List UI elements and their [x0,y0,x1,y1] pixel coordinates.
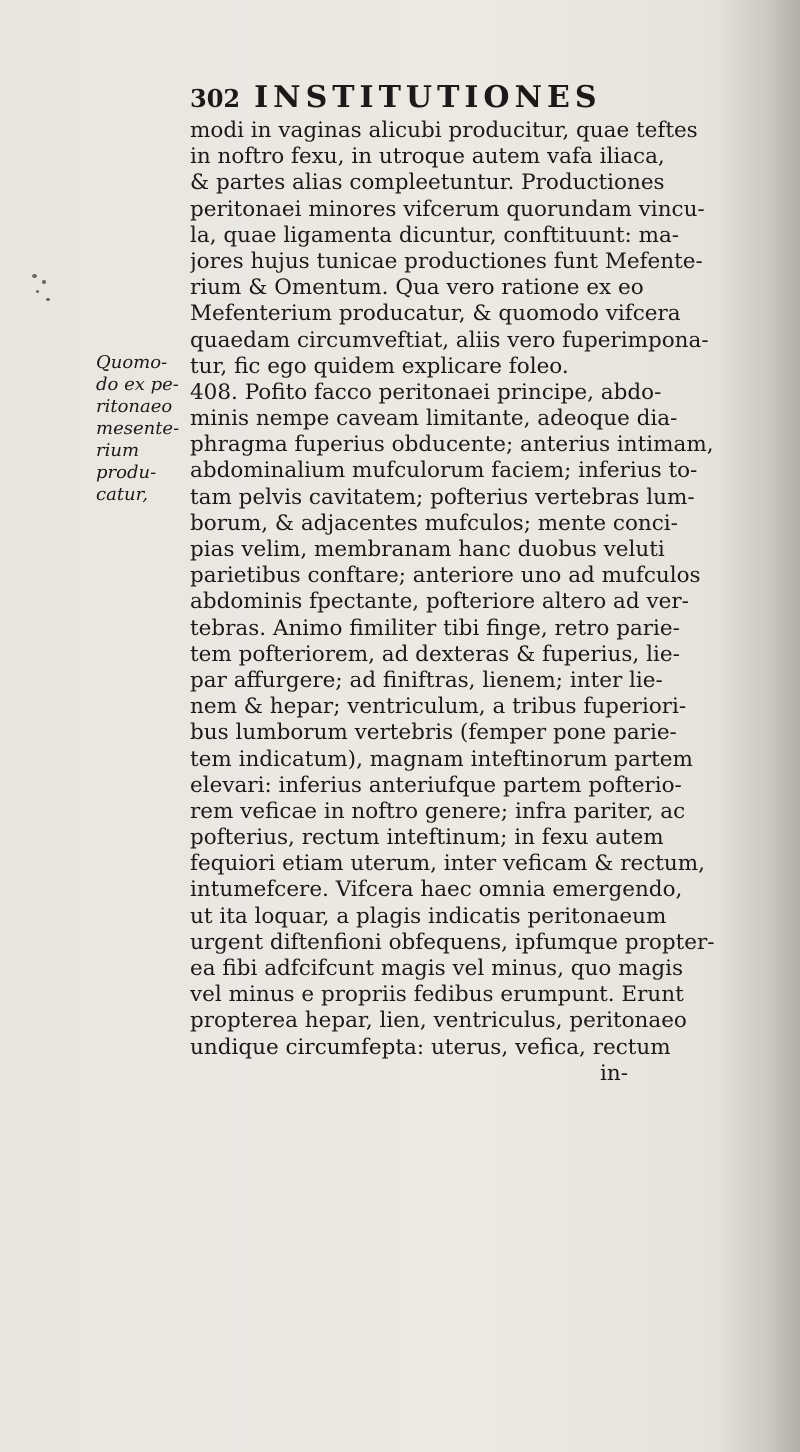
text-line: phragma fuperius obducente; anterius intimam, [190,432,714,458]
text-line: la, quae ligamenta dicuntur, conftituunt: ma- [190,222,680,248]
page-number: 302 [190,84,241,113]
text-line: pias velim, membranam hanc duobus veluti [190,537,665,562]
text-line: quaedam circumveftiat, aliis vero fuperimpona- [190,327,709,353]
text-line: urgent diftenfioni obfequens, ipfumque propter- [190,929,715,955]
text-line: jores hujus tunicae productiones funt Mefente- [190,248,703,274]
text-line: in noftro fexu, in utroque autem vafa iliaca, [190,144,665,170]
text-line: rium & Omentum. Qua vero ratione ex eo [190,275,644,301]
text-line: borum, & adjacentes mufculos; mente conci- [190,510,678,536]
text-line: modi in vaginas alicubi producitur, quae teftes [190,118,698,143]
text-line: abdominalium mufculorum faciem; inferius to- [190,458,698,484]
text-line: tam pelvis cavitatem; pofterius vertebras lum- [190,484,695,510]
text-line: tur, fic ego quidem explicare foleo. [190,353,569,379]
margin-note-line: do ex pe- [96,374,179,395]
text-line: ea fibi adfcifcunt magis vel minus, quo magis [190,956,684,981]
text-line: propterea hepar, lien, ventriculus, peritonaeo [190,1008,687,1034]
margin-note-line: produ- [96,462,157,483]
margin-note [96,352,188,506]
text-line: fequiori etiam uterum, inter veficam & rectum, [190,851,705,877]
text-line: in- [600,1060,628,1086]
ink-specks [28,272,58,312]
margin-note-line: ritonaeo [96,396,173,417]
text-line: minis nempe caveam limitante, adeoque dia- [190,406,678,432]
text-line: rem veficae in noftro genere; infra pariter, ac [190,798,686,824]
text-line: pofterius, rectum inteftinum; in fexu autem [190,825,664,851]
margin-note-line: catur, [96,484,148,505]
text-line: nem & hepar; ventriculum, a tribus fuperiori- [190,694,687,720]
running-title: INSTITUTIONES [254,80,602,115]
margin-note-line: mesente- [96,418,180,439]
text-line: par affurgere; ad finiftras, lienem; inter lie- [190,667,663,693]
text-line: Mefenterium producatur, & quomodo vifcera [190,301,681,327]
text-line: vel minus e propriis fedibus erumpunt. Erunt [190,982,684,1008]
body-text [190,118,750,1087]
text-line: tem pofteriorem, ad dexteras & fuperius, lie- [190,641,680,667]
text-line: ut ita loquar, a plagis indicatis peritonaeum [190,903,667,929]
text-line: intumefcere. Vifcera haec omnia emergendo, [190,877,683,903]
text-line: parietibus conftare; anteriore uno ad mufculos [190,563,701,589]
margin-note-line: Quomo- [96,352,168,373]
text-line: 408. Pofito facco peritonaei principe, abdo- [190,379,662,405]
text-line: bus lumborum vertebris (femper pone parie- [190,720,677,746]
text-line: undique circumfepta: uterus, vefica, rectum [190,1034,671,1060]
margin-note-line: rium [96,440,140,461]
text-line: peritonaei minores vifcerum quorundam vincu- [190,196,705,222]
text-line: abdominis fpectante, pofteriore altero ad ver- [190,589,689,615]
text-line: & partes alias compleetuntur. Productiones [190,170,665,196]
text-line: tem indicatum), magnam inteftinorum partem [190,746,693,772]
text-line: elevari: inferius anteriufque partem pofterio- [190,772,682,798]
page-header [190,80,750,115]
text-line: tebras. Animo fimiliter tibi finge, retro parie- [190,615,680,641]
